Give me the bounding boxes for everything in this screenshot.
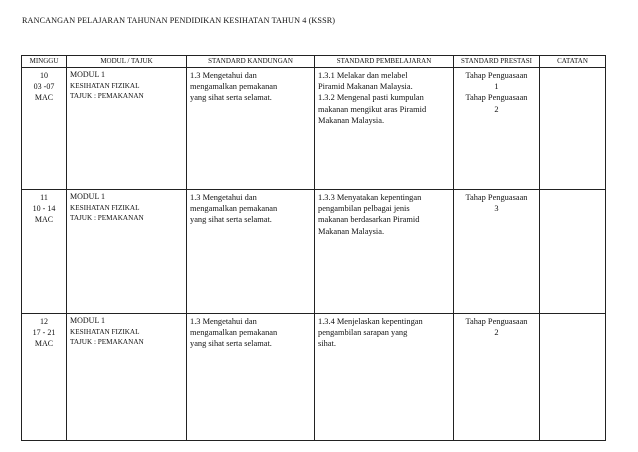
module-name: MODUL 1 [70, 192, 106, 201]
module-area: KESIHATAN FIZIKAL [70, 203, 140, 212]
module-area: KESIHATAN FIZIKAL [70, 327, 140, 336]
learning-standard-line: 1.3.4 Menjelaskan kepentingan [318, 317, 423, 326]
header-module: MODUL / TAJUK [67, 56, 187, 68]
content-standard-cell [187, 190, 315, 314]
content-standard-line: mengamalkan pemakanan [190, 328, 278, 338]
notes-cell [540, 68, 606, 190]
module-topic: TAJUK : PEMAKANAN [70, 338, 144, 346]
table-row [22, 190, 606, 314]
notes-cell [540, 314, 606, 441]
learning-standard-line: 1.3.3 Menyatakan kepentingan [318, 193, 422, 202]
week-month: MAC [34, 215, 54, 224]
week-number: 12 [40, 317, 48, 326]
learning-standard-cell [315, 314, 454, 441]
content-standard-line: 1.3 Mengetahui dan [190, 193, 257, 202]
module-topic: TAJUK : PEMAKANAN [70, 92, 144, 100]
lesson-plan-table [21, 55, 606, 441]
header-week: MINGGU [22, 56, 67, 68]
week-dates: 10 - 14 [32, 204, 56, 213]
performance-standard-cell [454, 68, 540, 190]
module-cell [67, 314, 187, 441]
performance-standard-cell [454, 190, 540, 314]
learning-standard-line: 1.3.2 Mengenal pasti kumpulan [318, 93, 424, 103]
module-topic: TAJUK : PEMAKANAN [70, 214, 144, 222]
week-dates: 17 - 21 [32, 328, 56, 337]
content-standard-line: yang sihat serta selamat. [190, 339, 272, 349]
week-dates: 03 -07 [33, 82, 55, 91]
performance-level: 1 [494, 82, 499, 92]
learning-standard-line: Piramid Makanan Malaysia. [318, 82, 413, 92]
week-month: MAC [34, 93, 54, 102]
learning-standard-line: pengambilan sarapan yang [318, 328, 408, 338]
performance-label: Tahap Penguasaan [465, 71, 528, 80]
content-standard-line: yang sihat serta selamat. [190, 215, 272, 225]
learning-standard-line: sihat. [318, 339, 336, 349]
module-name: MODUL 1 [70, 316, 106, 325]
content-standard-cell [187, 314, 315, 441]
module-area: KESIHATAN FIZIKAL [70, 81, 140, 90]
header-notes: CATATAN [540, 56, 606, 68]
performance-level: 2 [494, 328, 499, 338]
notes-cell [540, 190, 606, 314]
content-standard-line: mengamalkan pemakanan [190, 204, 278, 214]
learning-standard-line: Makanan Malaysia. [318, 115, 385, 125]
module-cell [67, 190, 187, 314]
week-number: 10 [40, 71, 48, 80]
performance-level: 3 [494, 204, 499, 214]
content-standard-line: yang sihat serta selamat. [190, 93, 272, 103]
header-performance-standard: STANDARD PRESTASI [454, 56, 540, 68]
performance-standard-cell [454, 314, 540, 441]
performance-label: Tahap Penguasaan [465, 193, 528, 202]
module-cell [67, 68, 187, 190]
performance-level: 2 [494, 104, 499, 114]
week-cell [22, 68, 67, 190]
table-header-row [22, 56, 606, 68]
learning-standard-cell [315, 190, 454, 314]
performance-label: Tahap Penguasaan [465, 93, 528, 103]
week-number: 11 [40, 193, 48, 202]
week-month: MAC [34, 339, 54, 348]
document-title: RANCANGAN PELAJARAN TAHUNAN PENDIDIKAN KESIHATAN TAHUN 4 (KSSR) [22, 16, 336, 25]
learning-standard-cell [315, 68, 454, 190]
table-row [22, 314, 606, 441]
module-name: MODUL 1 [70, 70, 106, 79]
week-cell [22, 314, 67, 441]
learning-standard-line: makanan mengikut aras Piramid [318, 104, 427, 114]
content-standard-line: 1.3 Mengetahui dan [190, 71, 257, 80]
content-standard-line: mengamalkan pemakanan [190, 82, 278, 92]
header-content-standard: STANDARD KANDUNGAN [187, 56, 315, 68]
header-learning-standard: STANDARD PEMBELAJARAN [315, 56, 454, 68]
table-row [22, 68, 606, 190]
content-standard-cell [187, 68, 315, 190]
performance-label: Tahap Penguasaan [465, 317, 528, 326]
learning-standard-line: pengambilan pelbagai jenis [318, 204, 410, 214]
week-cell [22, 190, 67, 314]
learning-standard-line: makanan berdasarkan Piramid [318, 215, 420, 225]
learning-standard-line: 1.3.1 Melakar dan melabel [318, 71, 408, 80]
content-standard-line: 1.3 Mengetahui dan [190, 317, 257, 326]
learning-standard-line: Makanan Malaysia. [318, 226, 385, 236]
